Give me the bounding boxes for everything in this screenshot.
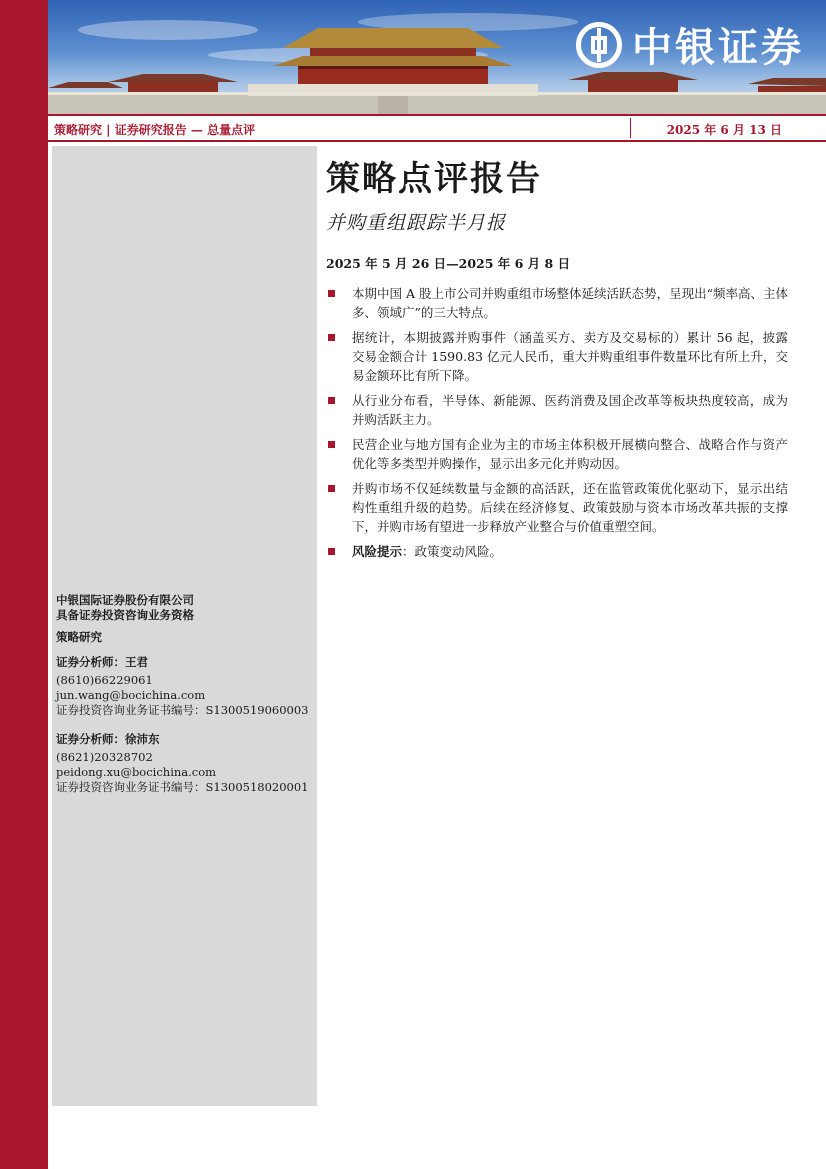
header-banner xyxy=(48,0,826,114)
list-item xyxy=(326,542,788,561)
report-title: 策略点评报告 xyxy=(326,159,542,199)
header-divider xyxy=(630,118,631,138)
bullet-text: 民营企业与地方国有企业为主的市场主体积极开展横向整合、战略合作与资产优化等多类型并购操作，显示出多元化并购动因。 xyxy=(352,437,788,471)
report-date: 2025 年 6 月 13 日 xyxy=(666,123,782,137)
bullet-square-icon xyxy=(328,441,335,448)
key-points-list xyxy=(326,284,788,561)
analyst-info xyxy=(56,593,318,795)
qualification: 具备证券投资咨询业务资格 xyxy=(56,608,194,622)
company-name: 中银国际证券股份有限公司 xyxy=(56,593,194,607)
bullet-text: ：政策变动风险。 xyxy=(402,544,503,559)
bullet-square-icon xyxy=(328,290,335,297)
bullet-text: 从行业分布看，半导体、新能源、医药消费及国企改革等板块热度较高，成为并购活跃主力。 xyxy=(352,393,788,427)
analyst-title: 证券分析师：王君 xyxy=(56,655,148,669)
report-period: 2025 年 5 月 26 日—2025 年 6 月 8 日 xyxy=(326,256,571,271)
analyst-license: 证券投资咨询业务证书编号：S1300518020001 xyxy=(56,780,309,794)
bullet-square-icon xyxy=(328,397,335,404)
list-item xyxy=(326,435,788,473)
analyst-email[interactable]: peidong.xu@bocichina.com xyxy=(56,765,217,779)
breadcrumb: 策略研究 | 证券研究报告 — 总量点评 xyxy=(54,123,256,137)
bullet-square-icon xyxy=(328,334,335,341)
header-bar xyxy=(48,114,826,142)
report-main xyxy=(326,156,788,567)
bullet-text: 据统计，本期披露并购事件（涵盖买方、卖方及交易标的）累计 56 起，披露交易金额合计 1590.83 亿元人民币，重大并购重组事件数量环比有所上升，交易金额环比有所下降。 xyxy=(352,330,788,383)
list-item xyxy=(326,391,788,429)
left-red-stripe xyxy=(0,0,48,1169)
analyst-title: 证券分析师：徐沛东 xyxy=(56,732,160,746)
brand-name: 中银证券 xyxy=(632,25,804,71)
list-item xyxy=(326,479,788,536)
risk-label: 风险提示 xyxy=(352,544,403,559)
bullet-square-icon xyxy=(328,485,335,492)
analyst-phone: (8610)66229061 xyxy=(56,673,153,687)
bullet-text: 并购市场不仅延续数量与金额的高活跃，还在监管政策优化驱动下，显示出结构性重组升级的趋势。后续在经济修复、政策鼓励与资本市场改革共振的支撑下，并购市场有望进一步释放产业整合与价值重塑空间。 xyxy=(352,481,788,534)
brand-logo xyxy=(576,16,804,73)
report-subtitle: 并购重组跟踪半月报 xyxy=(326,212,507,234)
list-item xyxy=(326,284,788,322)
analyst-email[interactable]: jun.wang@bocichina.com xyxy=(56,688,206,702)
analyst-phone: (8621)20328702 xyxy=(56,750,153,764)
bullet-square-icon xyxy=(328,548,335,555)
analyst-license: 证券投资咨询业务证书编号：S1300519060003 xyxy=(56,703,309,717)
boc-logo-icon xyxy=(576,22,622,68)
bullet-text: 本期中国 A 股上市公司并购重组市场整体延续活跃态势，呈现出“频率高、主体多、领域广”的三大特点。 xyxy=(352,286,788,320)
list-item xyxy=(326,328,788,385)
department: 策略研究 xyxy=(56,630,102,644)
